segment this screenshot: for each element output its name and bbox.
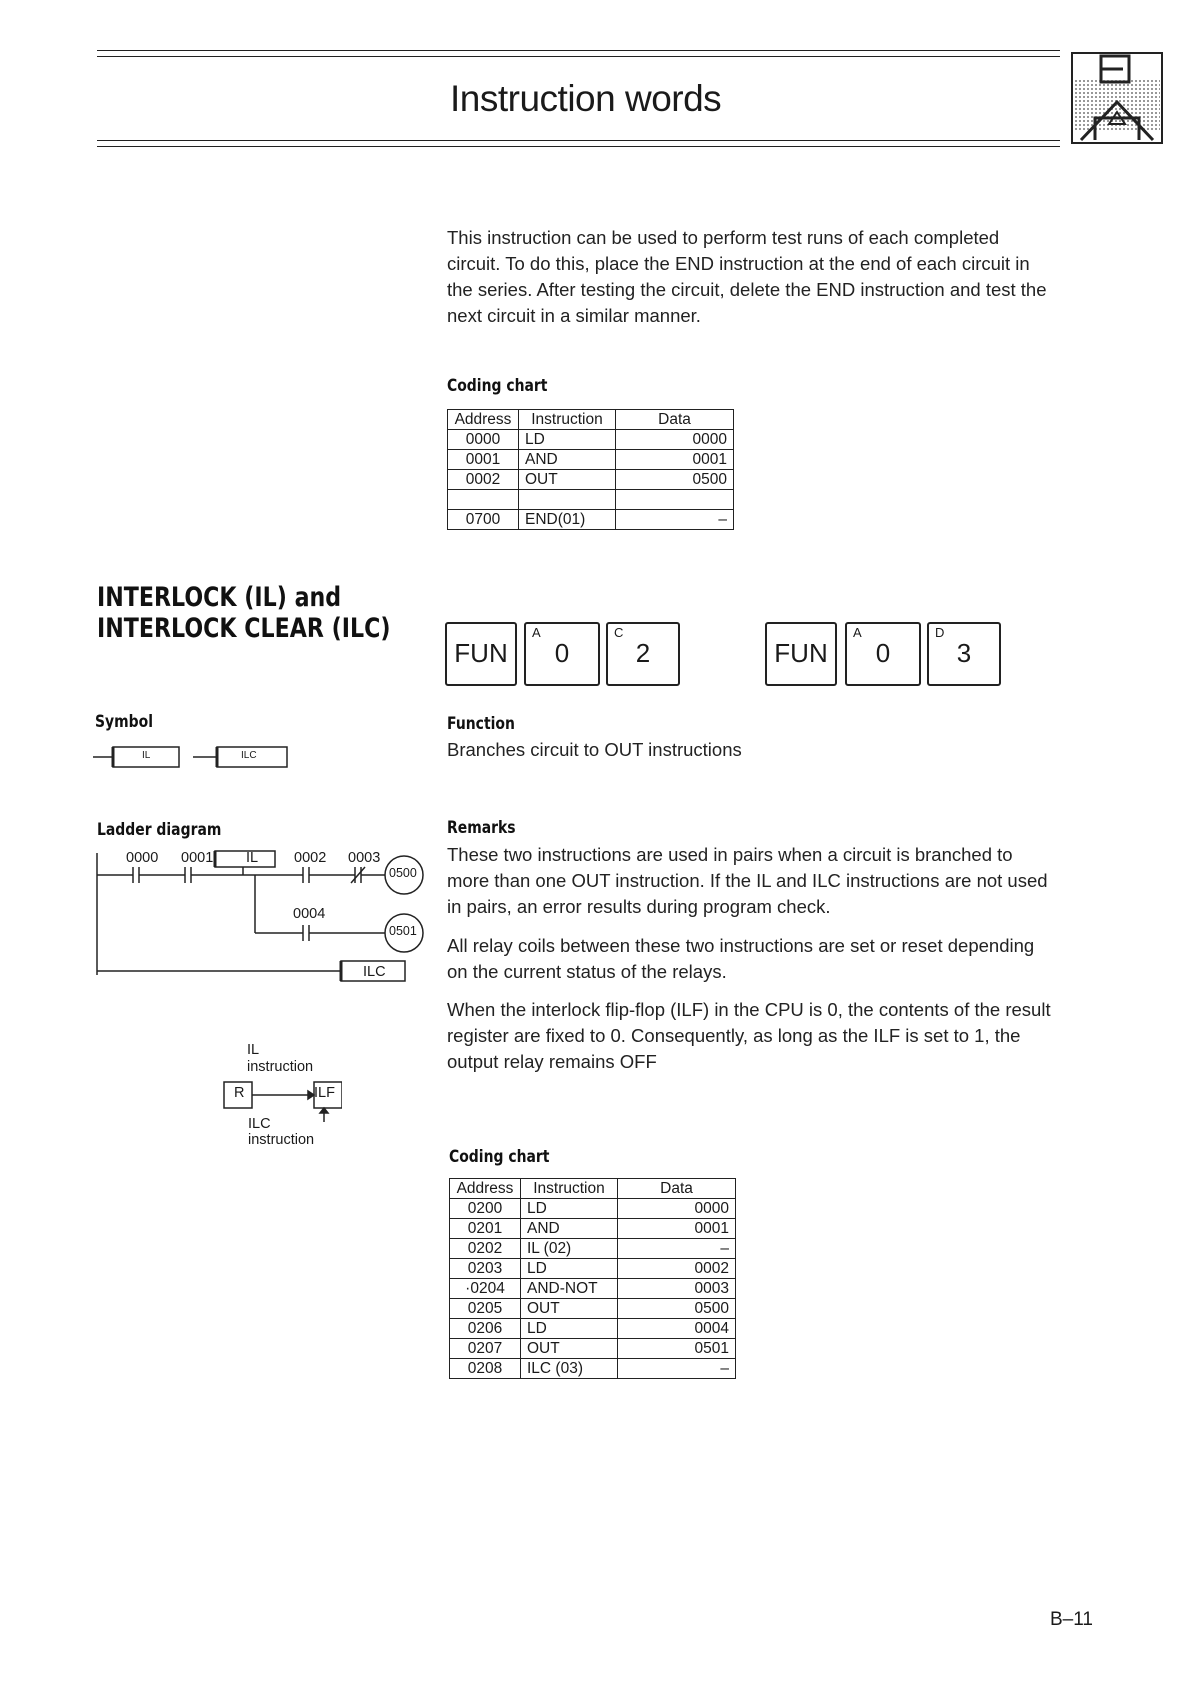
address-cell: ·0204 <box>450 1279 521 1299</box>
data-cell: 0501 <box>618 1339 736 1359</box>
instruction-cell: AND-NOT <box>521 1279 618 1299</box>
remarks-line: more than one OUT instruction. If the IL and ILC instructions are not used <box>447 870 1048 891</box>
data-cell: 0003 <box>618 1279 736 1299</box>
instruction-cell: IL (02) <box>521 1239 618 1259</box>
section-heading <box>97 582 390 644</box>
table-row <box>448 490 734 510</box>
address-cell: 0002 <box>448 470 519 490</box>
contact-0002-label: 0002 <box>294 850 327 866</box>
ilf-il-label: IL <box>247 1042 260 1058</box>
remarks-line: When the interlock flip-flop (ILF) in the CPU is 0, the contents of the result <box>447 999 1051 1020</box>
contact-0000-label: 0000 <box>126 850 159 866</box>
ilf-ilc-sub: instruction <box>248 1132 315 1148</box>
address-cell: 0205 <box>450 1299 521 1319</box>
column-header: Data <box>618 1179 736 1199</box>
table-row <box>450 1279 736 1299</box>
header-rule-bottom-2 <box>97 146 1060 147</box>
key-3-ilc <box>927 622 1001 686</box>
table-row <box>450 1199 736 1219</box>
key-2-il <box>606 622 680 686</box>
remarks-line: register are fixed to 0. Consequently, as long as the ILF is set to 1, the <box>447 1025 1021 1046</box>
symbol-diagram <box>93 744 293 772</box>
key-label: 2 <box>635 638 651 668</box>
function-heading: Function <box>447 714 515 734</box>
key-sup: C <box>614 625 624 640</box>
instruction-cell: AND <box>519 450 616 470</box>
intro-line: next circuit in a similar manner. <box>447 305 701 326</box>
contact-0004-label: 0004 <box>293 906 326 922</box>
key-sup: A <box>853 625 862 640</box>
section-heading-line: INTERLOCK CLEAR (ILC) <box>97 613 391 644</box>
ilf-ilc-label: ILC <box>248 1116 271 1132</box>
coil-0500-label: 0500 <box>389 866 417 880</box>
symbol-ilc-label: ILC <box>241 750 257 761</box>
coil-0501-label: 0501 <box>389 924 417 938</box>
address-cell: 0202 <box>450 1239 521 1259</box>
data-cell: 0000 <box>616 430 734 450</box>
section-heading-line: INTERLOCK (IL) and <box>97 582 342 613</box>
address-cell: 0203 <box>450 1259 521 1279</box>
coding-chart-2-table <box>449 1178 736 1379</box>
data-cell <box>616 490 734 510</box>
data-cell: 0500 <box>618 1299 736 1319</box>
table-row <box>450 1319 736 1339</box>
address-cell: 0200 <box>450 1199 521 1219</box>
column-header: Instruction <box>521 1179 618 1199</box>
data-cell: 0001 <box>616 450 734 470</box>
key-fun-il <box>445 622 517 686</box>
table-row <box>448 450 734 470</box>
key-sup: A <box>532 625 541 640</box>
column-header: Instruction <box>519 410 616 430</box>
header-rule-bottom <box>97 140 1060 141</box>
key-label: FUN <box>774 638 828 668</box>
symbol-heading: Symbol <box>95 712 153 732</box>
table-row <box>450 1239 736 1259</box>
instruction-cell: AND <box>521 1219 618 1239</box>
data-cell: 0001 <box>618 1219 736 1239</box>
table-row <box>450 1259 736 1279</box>
data-cell: 0002 <box>618 1259 736 1279</box>
remarks-paragraph-2 <box>447 933 1034 985</box>
ladder-heading: Ladder diagram <box>97 820 222 840</box>
address-cell: 0001 <box>448 450 519 470</box>
address-cell: 0206 <box>450 1319 521 1339</box>
contact-0001-label: 0001 <box>181 850 214 866</box>
data-cell: 0500 <box>616 470 734 490</box>
header-rule-top <box>97 50 1060 51</box>
header-rule-top-2 <box>97 56 1060 57</box>
intro-paragraph <box>447 225 1047 329</box>
instruction-cell: END(01) <box>519 510 616 530</box>
column-header: Data <box>616 410 734 430</box>
table-row <box>448 430 734 450</box>
coding-chart-1-table <box>447 409 734 530</box>
instruction-cell: LD <box>521 1319 618 1339</box>
remarks-line: on the current status of the relays. <box>447 961 727 982</box>
key-fun-ilc <box>765 622 837 686</box>
address-cell: 0700 <box>448 510 519 530</box>
column-header: Address <box>450 1179 521 1199</box>
data-cell: 0000 <box>618 1199 736 1219</box>
remarks-line: output relay remains OFF <box>447 1051 657 1072</box>
ilf-r-box-label: R <box>234 1085 245 1101</box>
instruction-cell: LD <box>521 1199 618 1219</box>
address-cell: 0207 <box>450 1339 521 1359</box>
key-label: 0 <box>875 638 891 668</box>
address-cell: 0208 <box>450 1359 521 1379</box>
section-b-logo-icon <box>1071 52 1163 144</box>
remarks-line: in pairs, an error results during program check. <box>447 896 831 917</box>
remarks-line: These two instructions are used in pairs when a circuit is branched to <box>447 844 1013 865</box>
key-0-ilc <box>845 622 921 686</box>
remarks-line: All relay coils between these two instructions are set or reset depending <box>447 935 1035 956</box>
ilc-box-label: ILC <box>363 964 386 980</box>
contact-0003-label: 0003 <box>348 850 381 866</box>
table-row <box>450 1359 736 1379</box>
function-text: Branches circuit to OUT instructions <box>447 739 742 760</box>
intro-line: circuit. To do this, place the END instruction at the end of each circuit in <box>447 253 1030 274</box>
intro-line: the series. After testing the circuit, delete the END instruction and test the <box>447 279 1047 300</box>
page-title: Instruction words <box>450 78 722 119</box>
instruction-cell: LD <box>521 1259 618 1279</box>
symbol-il-label: IL <box>142 750 151 761</box>
coding-chart-2-heading: Coding chart <box>449 1147 550 1167</box>
key-label: 0 <box>554 638 570 668</box>
instruction-cell: OUT <box>519 470 616 490</box>
instruction-cell <box>519 490 616 510</box>
ilf-box-label: ILF <box>314 1085 335 1101</box>
page-number: B–11 <box>1050 1609 1093 1630</box>
address-cell: 0201 <box>450 1219 521 1239</box>
table-row <box>448 470 734 490</box>
remarks-paragraph-3 <box>447 997 1051 1075</box>
address-cell: 0000 <box>448 430 519 450</box>
address-cell <box>448 490 519 510</box>
key-label: FUN <box>454 638 508 668</box>
key-0-il <box>524 622 600 686</box>
coding-chart-1-heading: Coding chart <box>447 376 548 396</box>
table-row <box>450 1299 736 1319</box>
data-cell: – <box>616 510 734 530</box>
instruction-cell: OUT <box>521 1339 618 1359</box>
table-row <box>450 1219 736 1239</box>
intro-line: This instruction can be used to perform test runs of each completed <box>447 227 1000 248</box>
data-cell: 0004 <box>618 1319 736 1339</box>
instruction-cell: LD <box>519 430 616 450</box>
data-cell: – <box>618 1239 736 1259</box>
key-sup: D <box>935 625 945 640</box>
il-box-label: IL <box>246 850 259 866</box>
ilf-il-sub: instruction <box>247 1059 314 1075</box>
remarks-heading: Remarks <box>447 818 516 838</box>
column-header: Address <box>448 410 519 430</box>
instruction-cell: ILC (03) <box>521 1359 618 1379</box>
data-cell: – <box>618 1359 736 1379</box>
remarks-paragraph-1 <box>447 842 1048 920</box>
key-label: 3 <box>956 638 972 668</box>
instruction-cell: OUT <box>521 1299 618 1319</box>
table-row <box>450 1339 736 1359</box>
ladder-diagram <box>93 845 438 990</box>
table-row <box>448 510 734 530</box>
